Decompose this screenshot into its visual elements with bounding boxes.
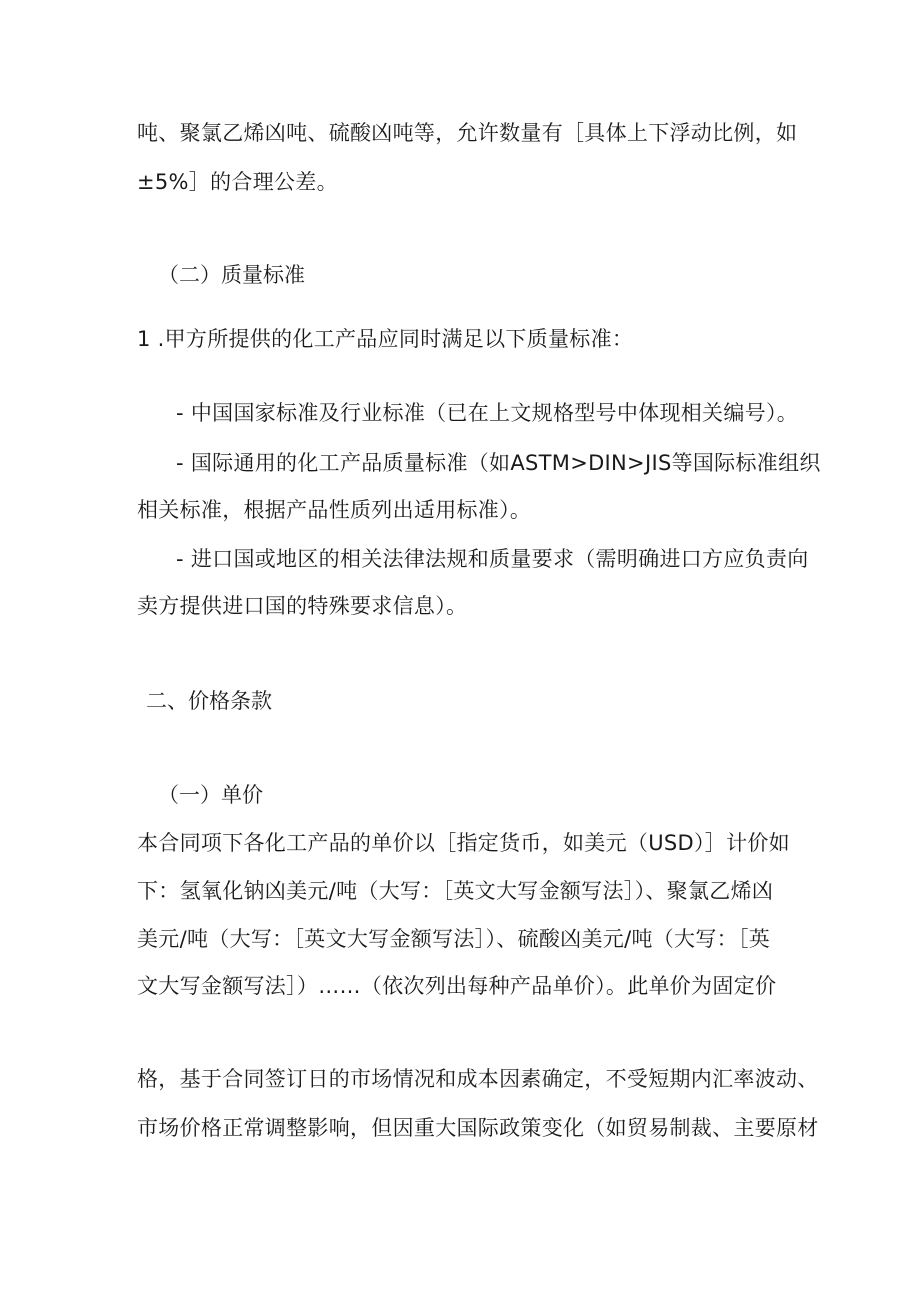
quality-bullet-3-line-2: 卖方提供进口国的特殊要求信息）。 — [137, 594, 468, 618]
unit-price-paragraph-line-6: 市场价格正常调整影响，但因重大国际政策变化（如贸易制裁、主要原材 — [137, 1116, 819, 1140]
quality-bullet-3-line-1: - 进口国或地区的相关法律法规和质量要求（需明确进口方应负责向 — [176, 547, 809, 571]
unit-price-paragraph-line-5: 格，基于合同签订日的市场情况和成本因素确定，不受短期内汇率波动、 — [137, 1067, 819, 1091]
unit-price-heading: （一）单价 — [158, 783, 263, 807]
quality-standard-heading: （二）质量标准 — [158, 263, 305, 287]
price-terms-heading: 二、价格条款 — [146, 689, 272, 713]
quantity-paragraph-line-1: 吨、聚氯乙烯凶吨、硫酸凶吨等，允许数量有［具体上下浮动比例，如 — [137, 121, 798, 145]
quantity-paragraph-line-2: ±5%］的合理公差。 — [137, 170, 338, 194]
unit-price-paragraph-line-4: 文大写金额写法］）……（依次列出每种产品单价）。此单价为固定价 — [137, 974, 777, 998]
quality-item-1: 1 .甲方所提供的化工产品应同时满足以下质量标准： — [137, 327, 634, 351]
unit-price-paragraph-line-2: 下：氢氧化钠凶美元/吨（大写：［英文大写金额写法］）、聚氯乙烯凶 — [137, 879, 774, 903]
quality-bullet-1: - 中国国家标准及行业标准（已在上文规格型号中体现相关编号）。 — [176, 401, 799, 425]
quality-bullet-2-line-2: 相关标准，根据产品性质列出适用标准）。 — [137, 498, 532, 522]
unit-price-paragraph-line-1: 本合同项下各化工产品的单价以［指定货币，如美元（USD）］计价如 — [137, 831, 790, 855]
unit-price-paragraph-line-3: 美元/吨（大写：［英文大写金额写法］）、硫酸凶美元/吨（大写：［英 — [137, 927, 771, 951]
quality-bullet-2-line-1: - 国际通用的化工产品质量标准（如ASTM>DIN>JIS等国际标准组织 — [176, 451, 821, 475]
